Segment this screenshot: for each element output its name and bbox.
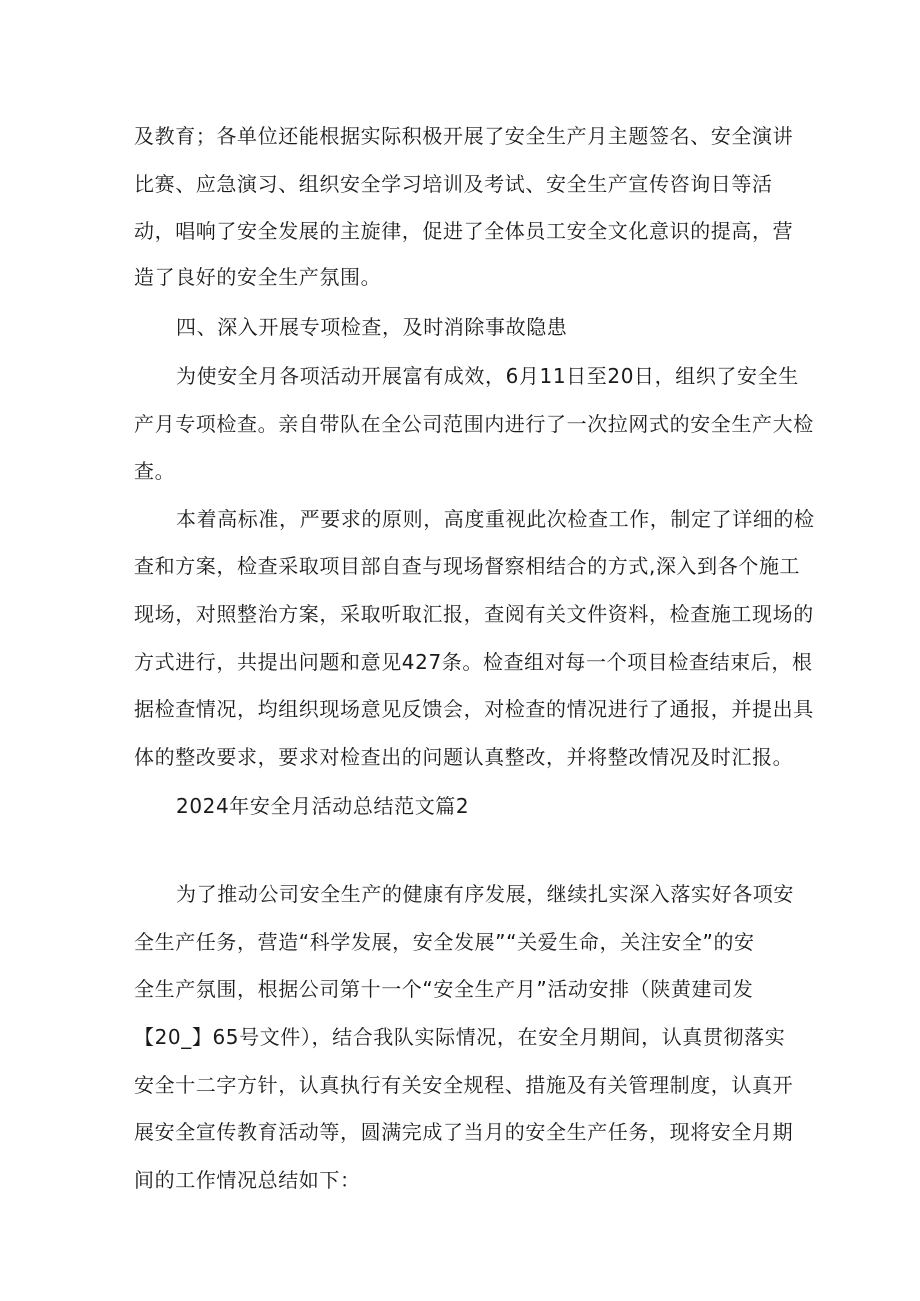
para4-line4: 【20_】65号文件），结合我队实际情况，在安全月期间，认真贯彻落实 bbox=[134, 1025, 786, 1049]
article-2-title: 2024年安全月活动总结范文篇2 bbox=[176, 794, 470, 818]
para2-line2: 产月专项检查。亲自带队在全公司范围内进行了一次拉网式的安全生产大检 bbox=[134, 412, 814, 436]
para3-line2: 查和方案，检查采取项目部自查与现场督察相结合的方式,深入到各个施工 bbox=[134, 554, 801, 578]
section-heading-4: 四、深入开展专项检查，及时消除事故隐患 bbox=[176, 315, 568, 339]
para4-line6: 展安全宣传教育活动等，圆满完成了当月的安全生产任务，现将安全月期 bbox=[134, 1120, 794, 1144]
para1-line1: 及教育；各单位还能根据实际积极开展了安全生产月主题签名、安全演讲 bbox=[134, 124, 794, 148]
para4-line3: 全生产氛围，根据公司第十一个“安全生产月”活动安排（陕黄建司发 bbox=[134, 977, 754, 1001]
para3-line6: 体的整改要求，要求对检查出的问题认真整改，并将整改情况及时汇报。 bbox=[134, 745, 794, 769]
para1-line3: 动，唱响了安全发展的主旋律，促进了全体员工安全文化意识的提高，营 bbox=[134, 219, 794, 243]
para3-line5: 据检查情况，均组织现场意见反馈会，对检查的情况进行了通报，并提出具 bbox=[134, 697, 814, 721]
para4-line1: 为了推动公司安全生产的健康有序发展，继续扎实深入落实好各项安 bbox=[176, 882, 794, 906]
para4-line5: 安全十二字方针，认真执行有关安全规程、措施及有关管理制度，认真开 bbox=[134, 1073, 794, 1097]
para3-line1: 本着高标准，严要求的原则，高度重视此次检查工作，制定了详细的检 bbox=[176, 507, 815, 531]
para1-line4: 造了良好的安全生产氛围。 bbox=[134, 265, 382, 289]
para4-line7: 间的工作情况总结如下： bbox=[134, 1168, 361, 1192]
para1-line2: 比赛、应急演习、组织安全学习培训及考试、安全生产宣传咨询日等活 bbox=[134, 172, 773, 196]
para4-line2: 全生产任务，营造“科学发展，安全发展”“关爱生命，关注安全”的安 bbox=[134, 930, 755, 954]
para2-line1: 为使安全月各项活动开展富有成效，6月11日至20日，组织了安全生 bbox=[176, 364, 799, 388]
para2-line3: 查。 bbox=[134, 459, 176, 483]
para3-line3: 现场，对照整治方案，采取听取汇报，查阅有关文件资料，检查施工现场的 bbox=[134, 602, 814, 626]
para3-line4: 方式进行，共提出问题和意见427条。检查组对每一个项目检查结束后，根 bbox=[134, 650, 813, 674]
